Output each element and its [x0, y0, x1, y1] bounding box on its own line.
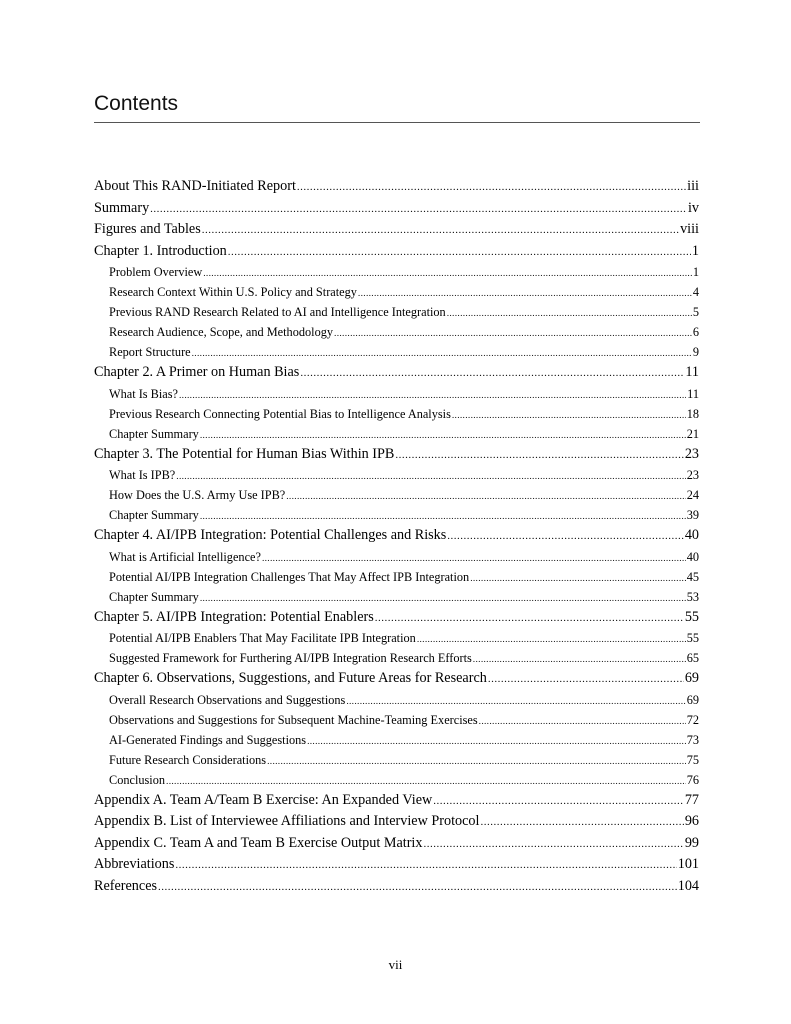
toc-entry-page: 75	[686, 752, 699, 767]
toc-entry[interactable]	[94, 176, 699, 198]
toc-entry-title: Appendix C. Team A and Team B Exercise Output Matrix	[94, 834, 423, 851]
page-number: vii	[388, 957, 403, 972]
toc-entry-title: Figures and Tables	[94, 221, 201, 237]
toc-entry[interactable]	[94, 668, 699, 690]
dot-leader	[179, 386, 686, 406]
toc-entry-title: Appendix A. Team A/Team B Exercise: An Expanded View	[94, 791, 433, 808]
toc-entry[interactable]	[94, 811, 699, 833]
toc-entry-page: 69	[686, 692, 699, 707]
toc-entry-title: How Does the U.S. Army Use IPB?	[109, 488, 286, 502]
dot-leader	[228, 242, 691, 264]
toc-entry-title: Research Audience, Scope, and Methodology	[109, 325, 334, 339]
toc-entry-page: 55	[686, 631, 699, 645]
title-divider	[94, 122, 700, 123]
dot-leader	[447, 304, 692, 324]
toc-entry[interactable]	[94, 198, 699, 220]
toc-subentry[interactable]	[94, 750, 699, 770]
dot-leader	[452, 406, 686, 426]
toc-entry-page: 69	[684, 670, 699, 686]
toc-subentry[interactable]	[94, 342, 699, 362]
dot-leader	[375, 608, 684, 630]
dot-leader	[175, 855, 676, 877]
toc-subentry[interactable]	[94, 282, 699, 302]
toc-entry-page: 101	[677, 856, 699, 872]
toc-entry-page: 1	[692, 265, 699, 279]
toc-entry-page: 76	[686, 772, 699, 787]
toc-subentry[interactable]	[94, 505, 699, 525]
toc-entry-page: 40	[684, 527, 699, 543]
toc-entry-title: About This RAND-Initiated Report	[94, 178, 296, 194]
toc-subentry[interactable]	[94, 485, 699, 505]
toc-subentry[interactable]	[94, 404, 699, 424]
toc-entry-title: Chapter Summary	[109, 589, 199, 604]
toc-entry[interactable]	[94, 607, 699, 629]
dot-leader	[166, 772, 686, 792]
toc-entry-title: Research Context Within U.S. Policy and Strategy	[109, 285, 357, 299]
dot-leader	[480, 812, 683, 834]
toc-subentry[interactable]	[94, 302, 699, 322]
dot-leader	[447, 526, 684, 548]
toc-subentry[interactable]	[94, 567, 699, 587]
toc-entry-page: 4	[692, 285, 699, 299]
toc-entry-page: iii	[687, 178, 699, 194]
dot-leader	[202, 220, 679, 242]
toc-entry-title: Previous RAND Research Related to AI and Intelligence Integration	[109, 305, 446, 319]
toc-entry-title: Potential AI/IPB Enablers That May Facilitate IPB Integration	[109, 631, 416, 645]
dot-leader	[358, 284, 692, 304]
table-of-contents	[94, 176, 699, 897]
toc-entry-page: 65	[686, 651, 699, 665]
toc-entry-page: 11	[685, 364, 699, 380]
dot-leader	[267, 752, 686, 772]
dot-leader	[176, 467, 685, 487]
toc-entry-page: 73	[686, 732, 699, 747]
dot-leader	[417, 630, 686, 650]
dot-leader	[307, 732, 686, 752]
toc-entry[interactable]	[94, 241, 699, 263]
toc-entry-title: Appendix B. List of Interviewee Affiliations and Interview Protocol	[94, 813, 480, 829]
toc-subentry[interactable]	[94, 547, 699, 567]
dot-leader	[334, 324, 692, 344]
toc-subentry[interactable]	[94, 384, 699, 404]
toc-entry-title: Suggested Framework for Furthering AI/IPB Integration Research Efforts	[109, 651, 472, 665]
toc-entry-title: Problem Overview	[109, 265, 203, 279]
toc-entry-page: 18	[686, 406, 699, 421]
toc-entry-title: References	[94, 877, 158, 894]
toc-entry-page: 45	[686, 569, 699, 584]
toc-subentry[interactable]	[94, 322, 699, 342]
toc-entry[interactable]	[94, 362, 699, 384]
toc-entry-title: Previous Research Connecting Potential Bias to Intelligence Analysis	[109, 406, 451, 421]
toc-entry-title: Report Structure	[109, 345, 191, 359]
toc-entry-title: Chapter 6. Observations, Suggestions, and Future Areas for Research	[94, 670, 487, 686]
toc-subentry[interactable]	[94, 648, 699, 668]
toc-entry-page: 1	[691, 242, 699, 259]
dot-leader	[479, 712, 686, 732]
toc-subentry[interactable]	[94, 262, 699, 282]
toc-entry-title: Conclusion	[109, 772, 166, 787]
toc-entry-title: Chapter 3. The Potential for Human Bias Within IPB	[94, 445, 395, 462]
dot-leader	[346, 692, 685, 712]
toc-entry-title: Chapter 4. AI/IPB Integration: Potential Challenges and Risks	[94, 527, 447, 543]
toc-subentry[interactable]	[94, 465, 699, 485]
toc-entry-page: 5	[692, 305, 699, 319]
toc-entry[interactable]	[94, 790, 699, 812]
toc-entry-page: 9	[692, 345, 699, 359]
toc-entry-title: Chapter Summary	[109, 508, 199, 522]
dot-leader	[150, 199, 687, 221]
toc-entry-page: iv	[687, 199, 699, 216]
dot-leader	[473, 650, 686, 670]
toc-entry-page: 53	[686, 589, 699, 604]
toc-entry-page: 21	[686, 426, 699, 441]
toc-subentry[interactable]	[94, 424, 699, 444]
toc-entry-title: Chapter Summary	[109, 426, 199, 441]
toc-subentry[interactable]	[94, 730, 699, 750]
dot-leader	[200, 426, 686, 446]
dot-leader	[286, 487, 685, 507]
toc-subentry[interactable]	[94, 690, 699, 710]
toc-entry-title: What Is Bias?	[109, 386, 178, 401]
toc-subentry[interactable]	[94, 770, 699, 790]
dot-leader	[395, 445, 683, 467]
dot-leader	[200, 589, 686, 609]
toc-entry-title: AI-Generated Findings and Suggestions	[109, 732, 307, 747]
toc-entry-title: What is Artificial Intelligence?	[109, 549, 261, 564]
dot-leader	[200, 507, 686, 527]
toc-entry[interactable]	[94, 854, 699, 876]
toc-entry-title: Overall Research Observations and Suggestions	[109, 692, 346, 707]
dot-leader	[470, 569, 686, 589]
toc-entry[interactable]	[94, 876, 699, 898]
toc-entry-page: viii	[680, 221, 699, 237]
toc-entry-page: 96	[684, 813, 699, 829]
toc-entry-page: 24	[686, 488, 699, 502]
dot-leader	[262, 549, 686, 569]
toc-entry-title: Chapter 5. AI/IPB Integration: Potential Enablers	[94, 608, 374, 625]
toc-entry[interactable]	[94, 444, 699, 466]
toc-entry-page: 104	[677, 877, 699, 894]
toc-entry-title: Potential AI/IPB Integration Challenges That May Affect IPB Integration	[109, 569, 470, 584]
toc-entry-page: 40	[686, 549, 699, 564]
toc-subentry[interactable]	[94, 587, 699, 607]
toc-entry-page: 77	[684, 791, 699, 808]
toc-entry-page: 72	[686, 712, 699, 727]
dot-leader	[158, 877, 677, 899]
toc-subentry[interactable]	[94, 710, 699, 730]
toc-entry[interactable]	[94, 219, 699, 241]
dot-leader	[203, 264, 692, 284]
toc-entry-title: Observations and Suggestions for Subsequent Machine-Teaming Exercises	[109, 712, 478, 727]
toc-entry-page: 23	[686, 468, 699, 482]
toc-entry-page: 11	[687, 386, 699, 401]
page-title: Contents	[94, 92, 179, 115]
toc-entry-page: 55	[684, 608, 699, 625]
toc-entry-title: Future Research Considerations	[109, 752, 267, 767]
toc-entry-title: Chapter 2. A Primer on Human Bias	[94, 364, 300, 380]
dot-leader	[192, 344, 692, 364]
toc-entry-title: Chapter 1. Introduction	[94, 242, 227, 259]
dot-leader	[423, 834, 683, 856]
toc-entry-title: What Is IPB?	[109, 468, 176, 482]
toc-entry-page: 39	[686, 508, 699, 522]
toc-entry[interactable]	[94, 833, 699, 855]
dot-leader	[488, 669, 684, 691]
dot-leader	[300, 363, 684, 385]
toc-subentry[interactable]	[94, 628, 699, 648]
toc-entry-page: 99	[684, 834, 699, 851]
toc-entry-title: Abbreviations	[94, 856, 175, 872]
toc-entry-page: 23	[684, 445, 699, 462]
toc-entry-page: 6	[692, 325, 699, 339]
toc-entry[interactable]	[94, 525, 699, 547]
dot-leader	[297, 177, 686, 199]
toc-entry-title: Summary	[94, 199, 150, 216]
dot-leader	[433, 791, 684, 813]
